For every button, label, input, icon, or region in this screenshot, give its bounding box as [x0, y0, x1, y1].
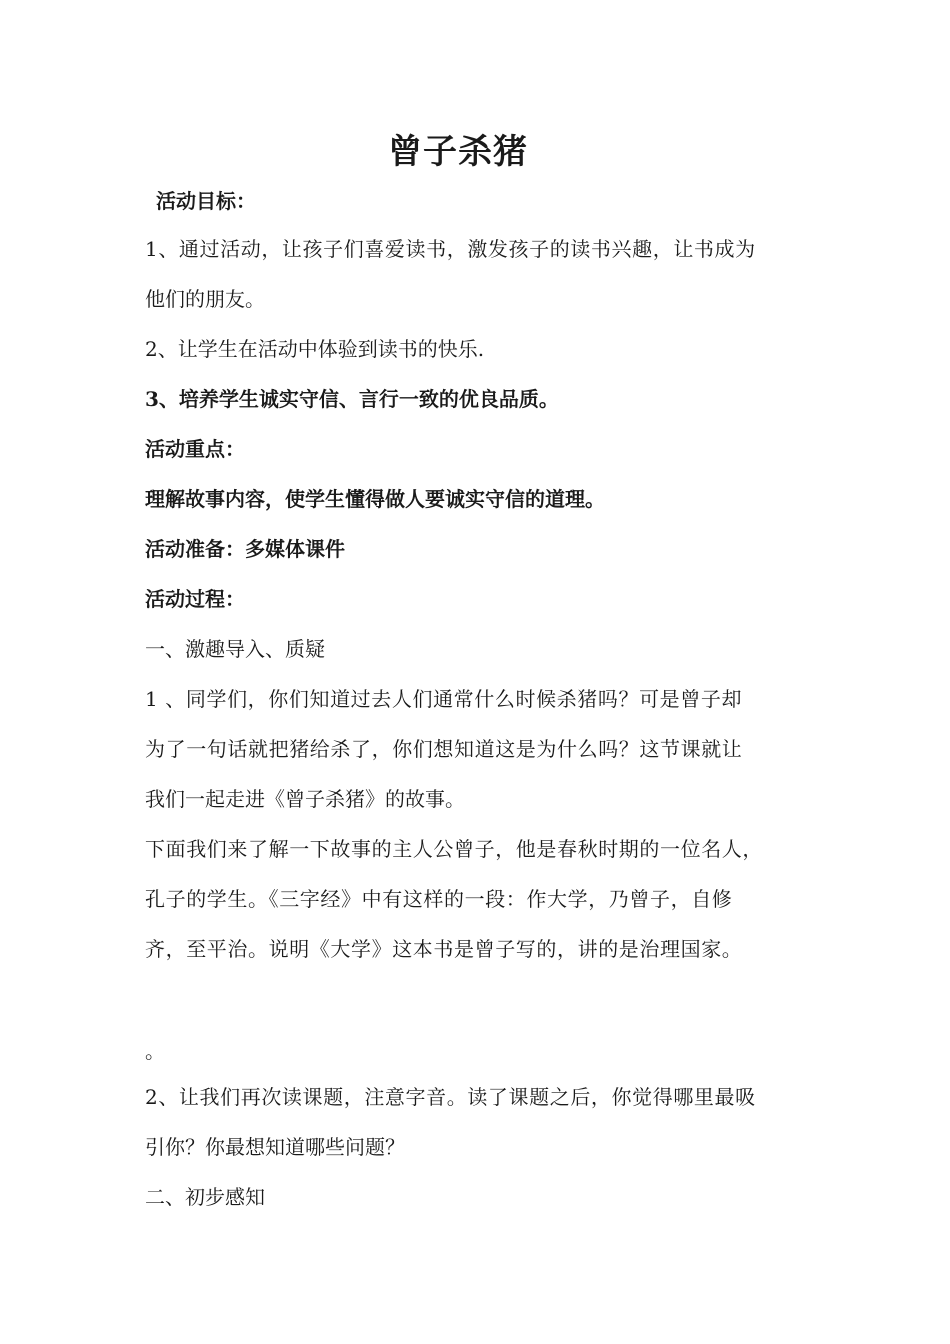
paragraph-line-bold: 理解故事内容，使学生懂得做人要诚实守信的道理。 [145, 487, 605, 511]
subsection-heading: 一、激趣导入、质疑 [145, 637, 325, 661]
paragraph-line: 我们一起走进《曾子杀猪》的故事。 [145, 787, 465, 811]
section-heading-focus: 活动重点： [145, 437, 245, 461]
section-heading-preparation: 活动准备：多媒体课件 [145, 537, 345, 561]
paragraph-line: 2、让学生在活动中体验到读书的快乐. [145, 337, 485, 361]
section-heading-goals: 活动目标： [156, 189, 256, 213]
paragraph-line: 他们的朋友。 [145, 287, 265, 311]
paragraph-line: 孔子的学生。《三字经》中有这样的一段：作大学，乃曾子，自修 [145, 887, 733, 911]
paragraph-line: 齐，至平治。说明《大学》这本书是曾子写的，讲的是治理国家。 [145, 937, 743, 961]
paragraph-line-bold: 3、培养学生诚实守信、言行一致的优良品质。 [145, 387, 559, 411]
subsection-heading: 二、初步感知 [145, 1185, 265, 1209]
paragraph-line: 。 [145, 1039, 165, 1063]
paragraph-line: 下面我们来了解一下故事的主人公曾子，他是春秋时期的一位名人， [145, 837, 763, 861]
document-title: 曾子杀猪 [388, 132, 528, 172]
paragraph-line: 2、让我们再次读课题，注意字音。读了课题之后，你觉得哪里最吸 [145, 1085, 756, 1109]
paragraph-line: 为了一句话就把猪给杀了，你们想知道这是为什么吗？这节课就让 [145, 737, 743, 761]
paragraph-line: 引你？你最想知道哪些问题？ [145, 1135, 405, 1159]
paragraph-line: 1 、同学们，你们知道过去人们通常什么时候杀猪吗？可是曾子却 [145, 687, 743, 711]
paragraph-line: 1、通过活动，让孩子们喜爱读书，激发孩子的读书兴趣，让书成为 [145, 237, 756, 261]
section-heading-process: 活动过程： [145, 587, 245, 611]
